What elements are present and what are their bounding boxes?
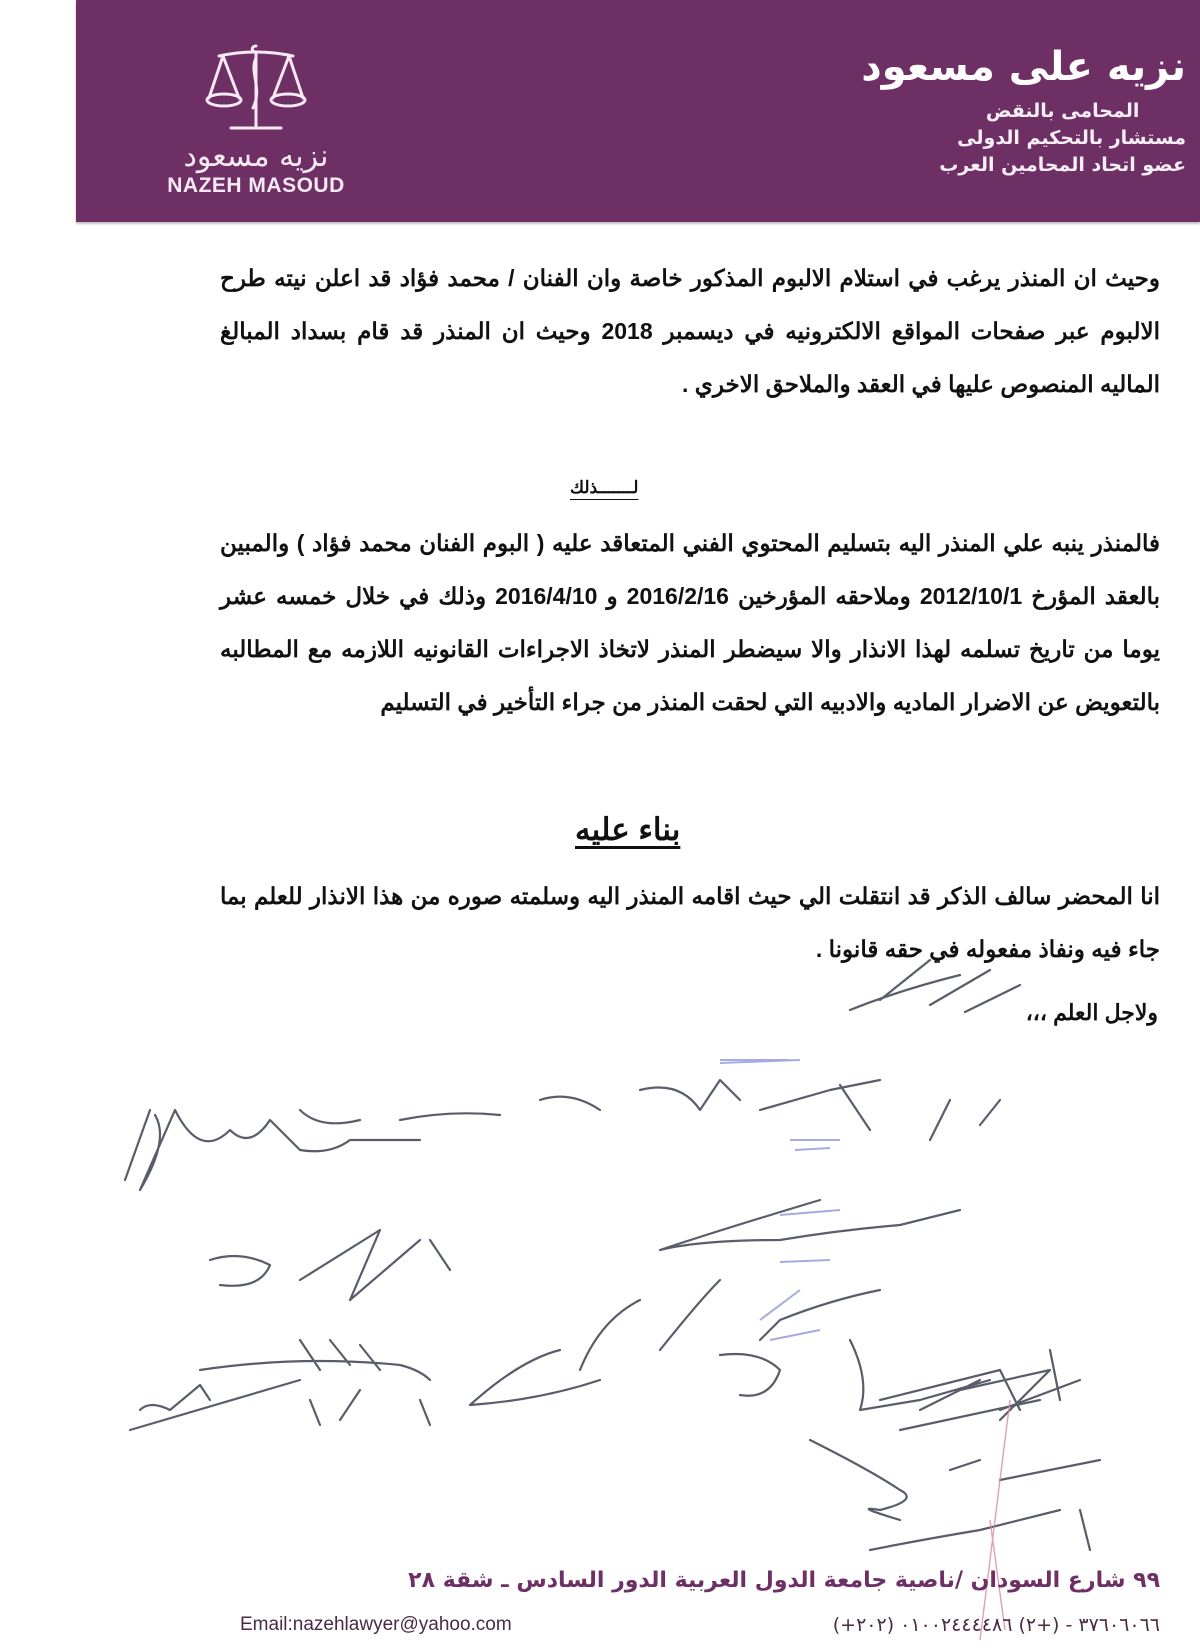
signature-stroke [810,1440,1100,1520]
scales-of-justice-icon [201,38,311,138]
footer-address: ٩٩ شارع السودان /ناصية جامعة الدول العربية الدور السادس ـ شقة ٢٨ [408,1568,1160,1593]
lawyer-identity [666,44,1186,179]
signature-stroke [400,1080,880,1130]
signature-stroke [580,1280,880,1370]
lawyer-name: نزيه على مسعود [861,44,1186,90]
title-cassation-lawyer: المحامى بالنقض [985,100,1140,122]
title-arab-lawyers-union: عضو اتحاد المحامين العرب [939,154,1186,176]
closing-line: ولاجل العلم ،،، [1025,1000,1158,1025]
signature-stroke [125,1110,420,1190]
paragraph-bailiff-statement: انا المحضر سالف الذكر قد انتقلت الي حيث اقامه المنذر اليه وسلمته صوره من هذا الانذار للعلم بما جاء فيه ونفاذ مفعوله في حقه قانونا . [220,883,1160,962]
title-arbitration-consultant: مستشار بالتحكيم الدولى [957,127,1186,149]
lawyer-titles [939,98,1186,179]
firm-logo [146,38,366,208]
signature-stroke [870,1510,1090,1550]
signature-stroke [130,1380,430,1430]
logo-arabic-name: نزيه مسعود [183,139,329,174]
footer-email[interactable]: Email:nazehlawyer@yahoo.com [240,1614,512,1635]
logo-english-name: NAZEH MASOUD [167,174,345,197]
signature-stroke [470,1350,600,1405]
paragraph-notice: فالمنذر ينبه علي المنذر اليه بتسليم المحتوي الفني المتعاقد عليه ( البوم الفنان محمد فؤاد ) والمبين بالعقد المؤرخ 2012/10/1 وملاحقه المؤرخين 2016/2/16 و 2016/4/10 وذلك في خلال خمسه عشر يوما من تاريخ تسلمه لهذا الانذار والا سيضطر المنذر لاتخاذ الاجراءات القانونيه اللازمه مع المطالبه بالتعويض عن الاضرار الماديه والادبيه التي لحقت المنذر من جراء التأخير في التسليم [220,530,1161,715]
footer-phones: (+٢٠٢) ٣٧٦٠٦٠٦٦ - (+٢) ٠١٠٠٢٤٤٤٤٨٦ [832,1614,1160,1636]
signature-stroke [960,1350,1080,1420]
signature-stroke [660,1200,960,1250]
letterhead-banner [76,0,1200,222]
red-pen-mark [980,1400,1010,1640]
signature-stroke [200,1340,430,1380]
heading-based-thereon: بناء عليه [575,812,681,847]
footer-contact [240,1614,1160,1644]
signature-stroke [720,1320,780,1396]
heading-therefore: لـــــــذلك [570,478,639,497]
stamp-marks [720,1060,840,1340]
signature-stroke [930,1100,1000,1140]
signature-stroke [210,1230,450,1300]
paragraph-whereas: وحيث ان المنذر يرغب في استلام الالبوم المذكور خاصة وان الفنان / محمد فؤاد قد اعلن نيته طرح الالبوم عبر صفحات المواقع الالكترونيه في ديسمبر 2018 وحيث ان المنذر قد قام بسداد المبالغ الماليه المنصوص عليها في العقد والملاحق الاخري . [220,265,1160,397]
signature-stroke [850,1340,1040,1430]
